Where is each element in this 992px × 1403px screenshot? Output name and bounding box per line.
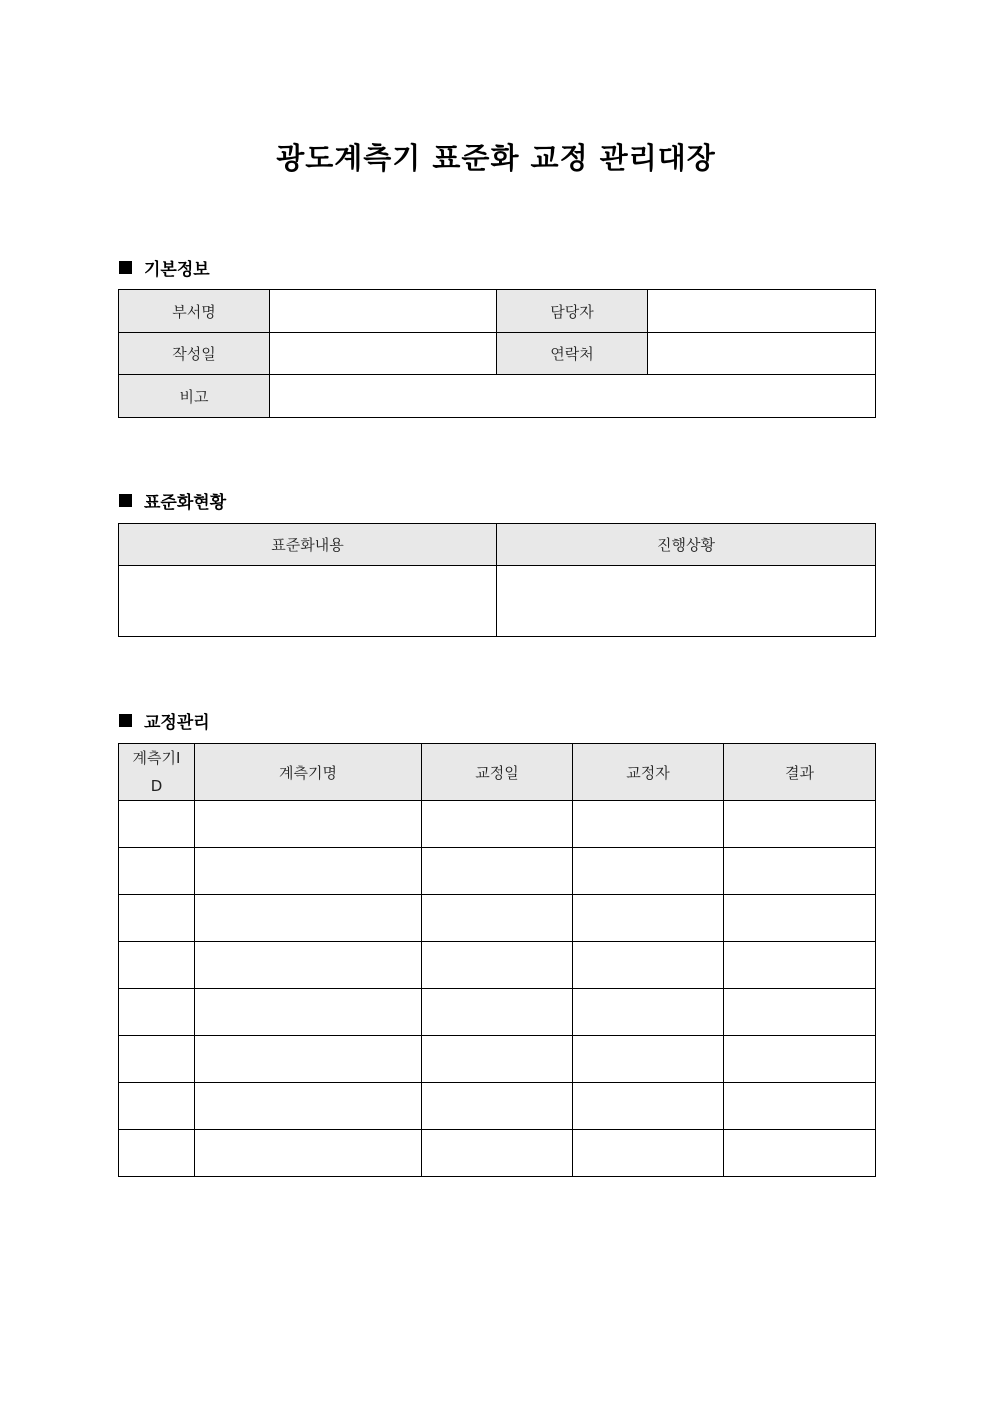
table-row — [119, 1083, 876, 1130]
table-row — [119, 566, 876, 637]
instrument-name-cell[interactable] — [195, 942, 422, 989]
table-row — [119, 1036, 876, 1083]
department-field[interactable] — [270, 290, 497, 333]
table-row — [119, 848, 876, 895]
section-heading-basic-info — [119, 255, 210, 280]
table-row — [119, 801, 876, 848]
contact-field[interactable] — [648, 333, 876, 375]
table-header-row — [119, 744, 876, 801]
square-bullet-icon — [119, 261, 132, 274]
progress-cell[interactable] — [497, 566, 876, 637]
content-cell[interactable] — [119, 566, 497, 637]
manager-label: 담당자 — [497, 290, 648, 333]
column-header-progress: 진행상황 — [497, 524, 876, 566]
result-cell[interactable] — [724, 1130, 876, 1177]
square-bullet-icon — [119, 494, 132, 507]
instrument-name-cell[interactable] — [195, 1130, 422, 1177]
calibration-date-cell[interactable] — [422, 1130, 573, 1177]
instrument-id-cell[interactable] — [119, 848, 195, 895]
table-row — [119, 895, 876, 942]
calibrator-cell[interactable] — [573, 1130, 724, 1177]
remarks-field[interactable] — [270, 375, 876, 418]
result-cell[interactable] — [724, 895, 876, 942]
date-label: 작성일 — [119, 333, 270, 375]
instrument-id-cell[interactable] — [119, 1083, 195, 1130]
calibration-date-cell[interactable] — [422, 989, 573, 1036]
instrument-id-cell[interactable] — [119, 801, 195, 848]
result-cell[interactable] — [724, 942, 876, 989]
table-row — [119, 989, 876, 1036]
instrument-id-cell[interactable] — [119, 1036, 195, 1083]
basic-info-table — [118, 289, 876, 418]
column-header-instrument-name: 계측기명 — [195, 744, 422, 801]
table-row — [119, 333, 876, 375]
section-heading-label: 표준화현황 — [144, 493, 227, 513]
column-header-calibrator: 교정자 — [573, 744, 724, 801]
instrument-name-cell[interactable] — [195, 1083, 422, 1130]
instrument-id-cell[interactable] — [119, 1130, 195, 1177]
result-cell[interactable] — [724, 1083, 876, 1130]
square-bullet-icon — [119, 714, 132, 727]
date-field[interactable] — [270, 333, 497, 375]
section-heading-label: 기본정보 — [144, 260, 210, 280]
instrument-name-cell[interactable] — [195, 848, 422, 895]
section-heading-calibration — [119, 708, 210, 733]
remarks-label: 비고 — [119, 375, 270, 418]
manager-field[interactable] — [648, 290, 876, 333]
instrument-id-cell[interactable] — [119, 989, 195, 1036]
calibrator-cell[interactable] — [573, 1036, 724, 1083]
calibrator-cell[interactable] — [573, 942, 724, 989]
calibration-date-cell[interactable] — [422, 1083, 573, 1130]
table-header-row — [119, 524, 876, 566]
column-header-result: 결과 — [724, 744, 876, 801]
calibrator-cell[interactable] — [573, 1083, 724, 1130]
standardization-table — [118, 523, 876, 637]
calibration-table — [118, 743, 876, 1177]
calibration-date-cell[interactable] — [422, 942, 573, 989]
result-cell[interactable] — [724, 989, 876, 1036]
result-cell[interactable] — [724, 1036, 876, 1083]
instrument-name-cell[interactable] — [195, 989, 422, 1036]
section-heading-standardization — [119, 488, 226, 513]
table-row — [119, 375, 876, 418]
calibrator-cell[interactable] — [573, 848, 724, 895]
instrument-id-cell[interactable] — [119, 942, 195, 989]
result-cell[interactable] — [724, 848, 876, 895]
table-row — [119, 942, 876, 989]
calibrator-cell[interactable] — [573, 801, 724, 848]
department-label: 부서명 — [119, 290, 270, 333]
instrument-id-cell[interactable] — [119, 895, 195, 942]
table-row — [119, 1130, 876, 1177]
column-header-instrument-id: 계측기ID — [119, 744, 195, 801]
instrument-name-cell[interactable] — [195, 895, 422, 942]
contact-label: 연락처 — [497, 333, 648, 375]
calibration-date-cell[interactable] — [422, 1036, 573, 1083]
column-header-content: 표준화내용 — [119, 524, 497, 566]
section-heading-label: 교정관리 — [144, 713, 210, 733]
table-row — [119, 290, 876, 333]
instrument-name-cell[interactable] — [195, 801, 422, 848]
calibration-date-cell[interactable] — [422, 848, 573, 895]
calibration-date-cell[interactable] — [422, 801, 573, 848]
calibrator-cell[interactable] — [573, 989, 724, 1036]
column-header-calibration-date: 교정일 — [422, 744, 573, 801]
calibration-date-cell[interactable] — [422, 895, 573, 942]
document-title: 광도계측기 표준화 교정 관리대장 — [276, 141, 716, 175]
calibrator-cell[interactable] — [573, 895, 724, 942]
result-cell[interactable] — [724, 801, 876, 848]
instrument-name-cell[interactable] — [195, 1036, 422, 1083]
